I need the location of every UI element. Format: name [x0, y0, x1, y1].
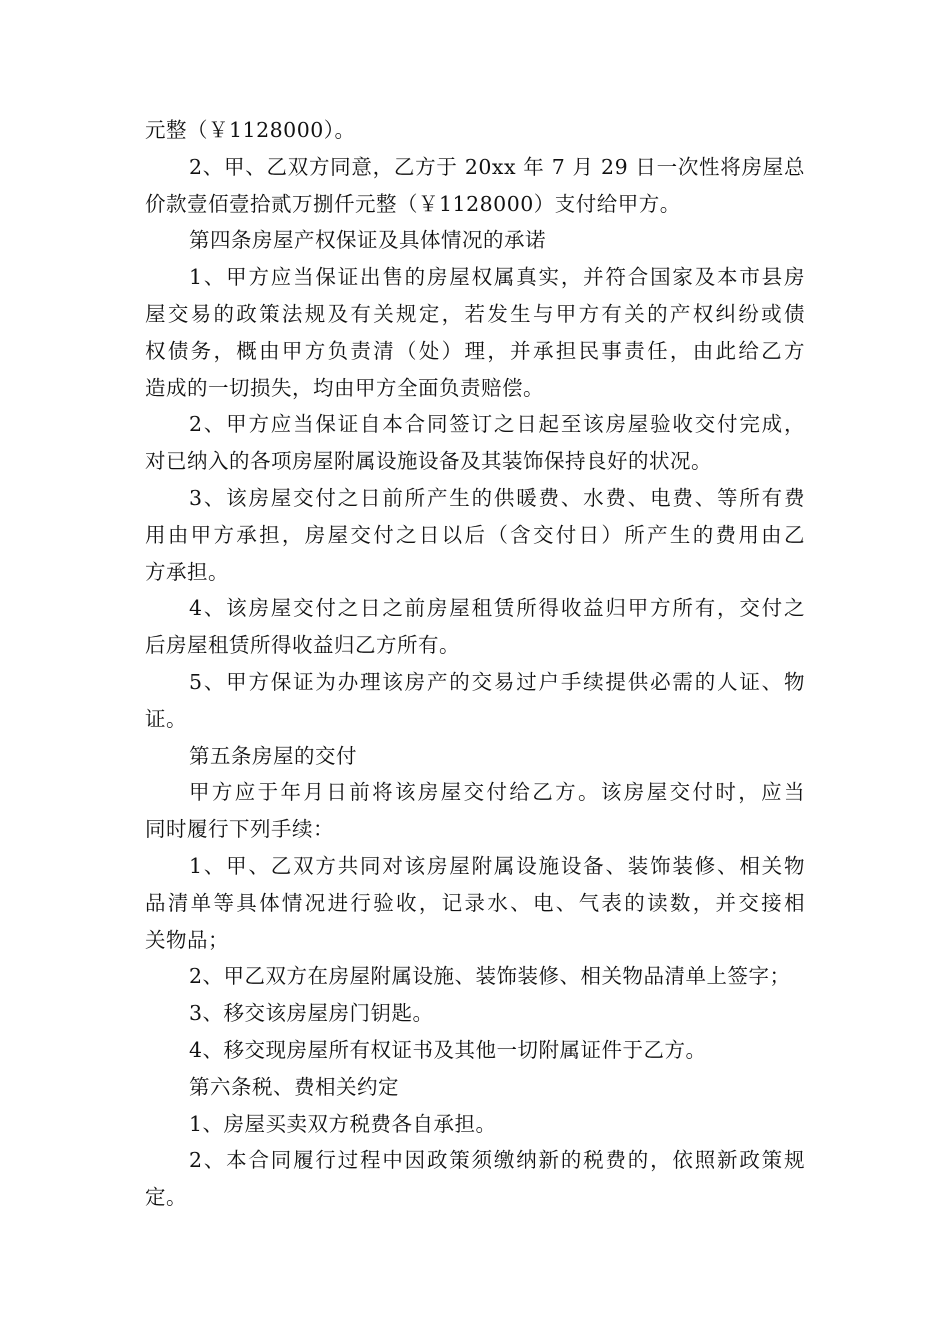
text-line: 1、甲、乙双方共同对该房屋附属设施设备、装饰装修、相关物 [189, 853, 805, 878]
text-line: 2、甲乙双方在房屋附属设施、装饰装修、相关物品清单上签字； [189, 964, 791, 989]
text-line: 2、甲方应当保证自本合同签订之日起至该房屋验收交付完成， [189, 412, 805, 437]
text-line: 价款壹佰壹拾贰万捌仟元整（￥1128000）支付给甲方。 [145, 191, 681, 216]
text-line: 4、移交现房屋所有权证书及其他一切附属证件于乙方。 [189, 1037, 707, 1062]
text-line: 第五条房屋的交付 [189, 743, 357, 768]
text-line: 造成的一切损失，均由甲方全面负责赔偿。 [145, 375, 544, 400]
text-line: 权债务，概由甲方负责清（处）理，并承担民事责任，由此给乙方 [145, 338, 805, 363]
text-line: 3、该房屋交付之日前所产生的供暖费、水费、电费、等所有费 [189, 485, 805, 510]
text-line: 方承担。 [145, 559, 229, 584]
text-line: 第六条税、费相关约定 [189, 1074, 399, 1099]
text-line: 同时履行下列手续： [145, 817, 334, 842]
text-line: 2、本合同履行过程中因政策须缴纳新的税费的，依照新政策规 [189, 1148, 805, 1173]
document-page [145, 112, 805, 1216]
text-line: 3、移交该房屋房门钥匙。 [189, 1001, 434, 1026]
text-line: 后房屋租赁所得收益归乙方所有。 [145, 633, 460, 658]
text-line: 证。 [145, 706, 187, 731]
text-line: 品清单等具体情况进行验收，记录水、电、气表的读数，并交接相 [145, 890, 805, 915]
text-line: 元整（￥1128000）。 [145, 118, 356, 142]
text-line: 屋交易的政策法规及有关规定，若发生与甲方有关的产权纠纷或债 [145, 301, 805, 326]
text-line: 5、甲方保证为办理该房产的交易过户手续提供必需的人证、物 [189, 669, 805, 694]
text-line: 定。 [145, 1185, 187, 1210]
text-line: 第四条房屋产权保证及具体情况的承诺 [189, 228, 546, 253]
text-line: 4、该房屋交付之日之前房屋租赁所得收益归甲方所有，交付之 [189, 596, 805, 621]
text-line: 关物品； [145, 927, 229, 952]
text-line: 1、房屋买卖双方税费各自承担。 [189, 1111, 497, 1136]
text-line: 2、甲、乙双方同意，乙方于 20xx 年 7 月 29 日一次性将房屋总 [189, 154, 805, 179]
text-line: 甲方应于年月日前将该房屋交付给乙方。该房屋交付时，应当 [189, 780, 805, 805]
text-line: 1、甲方应当保证出售的房屋权属真实，并符合国家及本市县房 [189, 265, 805, 290]
text-line: 用由甲方承担，房屋交付之日以后（含交付日）所产生的费用由乙 [145, 522, 805, 547]
text-line: 对已纳入的各项房屋附属设施设备及其装饰保持良好的状况。 [145, 449, 712, 474]
